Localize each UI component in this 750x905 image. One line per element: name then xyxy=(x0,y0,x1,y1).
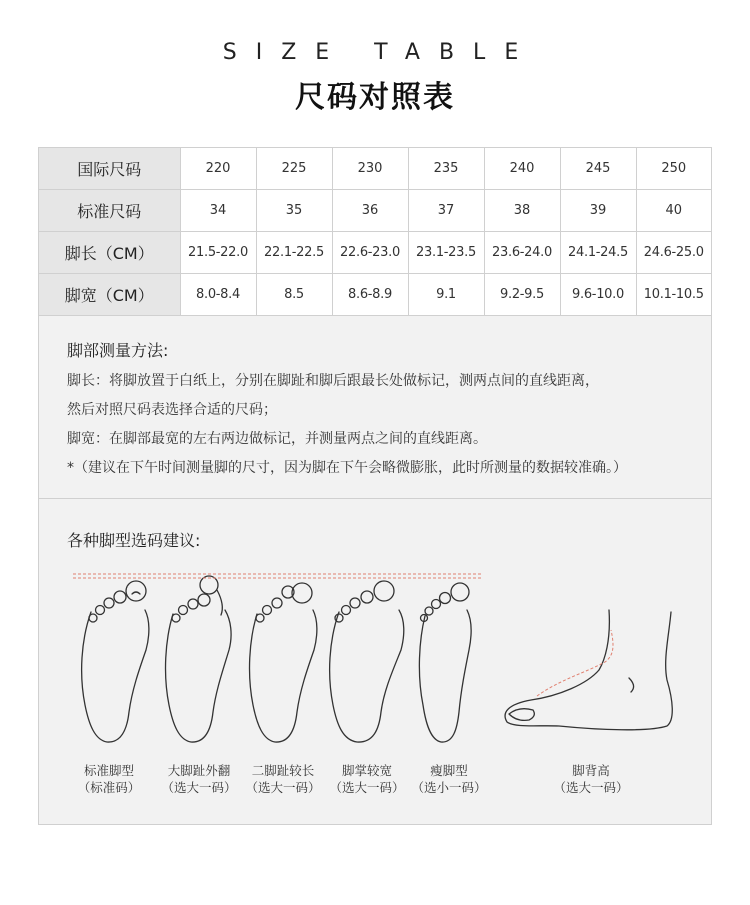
measure-line-note: *（建议在下午时间测量脚的尺寸，因为脚在下午会略微膨胀，此时所测量的数据较准确。） xyxy=(67,460,627,476)
table-cell: 34 xyxy=(180,190,256,232)
table-cell: 22.6-23.0 xyxy=(332,232,408,274)
table-cell: 230 xyxy=(332,148,408,190)
table-cell: 245 xyxy=(560,148,636,190)
table-cell: 23.1-23.5 xyxy=(408,232,484,274)
table-cell: 220 xyxy=(180,148,256,190)
table-row-standard-size xyxy=(39,190,711,232)
size-panel xyxy=(38,147,712,825)
slim-foot-icon xyxy=(419,583,471,742)
instep-guide-line xyxy=(537,630,613,696)
table-cell: 35 xyxy=(256,190,332,232)
table-cell: 8.6-8.9 xyxy=(332,274,408,316)
table-cell: 9.6-10.0 xyxy=(560,274,636,316)
table-cell: 235 xyxy=(408,148,484,190)
measure-line-length: 脚长：将脚放置于白纸上，分别在脚趾和脚后跟最长处做标记，测两点间的直线距离， xyxy=(67,373,599,389)
table-row-foot-width xyxy=(39,274,711,316)
table-cell: 250 xyxy=(636,148,711,190)
table-cell: 39 xyxy=(560,190,636,232)
table-cell: 24.1-24.5 xyxy=(560,232,636,274)
table-cell: 24.6-25.0 xyxy=(636,232,711,274)
foot-type-bunion: 大脚趾外翻 （选大一码） xyxy=(161,763,237,795)
title-english: SIZE TABLE xyxy=(222,40,538,65)
bunion-foot-icon xyxy=(166,576,232,742)
table-cell: 40 xyxy=(636,190,711,232)
row-label: 标准尺码 xyxy=(39,190,180,232)
title-chinese: 尺码对照表 xyxy=(295,80,455,115)
standard-foot-icon xyxy=(82,581,149,742)
measure-line-width: 脚宽：在脚部最宽的左右两边做标记，并测量两点之间的直线距离。 xyxy=(67,431,487,447)
wide-foot-icon xyxy=(330,581,404,742)
table-cell: 9.2-9.5 xyxy=(484,274,560,316)
table-cell: 36 xyxy=(332,190,408,232)
foot-type-standard: 标准脚型 （标准码） xyxy=(77,763,141,795)
long-second-toe-foot-icon xyxy=(250,583,317,742)
table-cell: 8.5 xyxy=(256,274,332,316)
table-cell: 23.6-24.0 xyxy=(484,232,560,274)
table-cell: 8.0-8.4 xyxy=(180,274,256,316)
row-label: 国际尺码 xyxy=(39,148,180,190)
table-cell: 37 xyxy=(408,190,484,232)
size-table xyxy=(39,148,711,316)
measurement-instructions xyxy=(39,316,711,499)
foot-type-slim: 瘦脚型 （选小一码） xyxy=(411,763,487,795)
table-cell: 9.1 xyxy=(408,274,484,316)
table-cell: 10.1-10.5 xyxy=(636,274,711,316)
foot-type-wide: 脚掌较宽 （选大一码） xyxy=(329,763,405,795)
table-row-foot-length xyxy=(39,232,711,274)
row-label: 脚宽（CM） xyxy=(39,274,180,316)
table-cell: 21.5-22.0 xyxy=(180,232,256,274)
table-cell: 225 xyxy=(256,148,332,190)
foot-type-high-instep: 脚背高 （选大一码） xyxy=(553,763,629,795)
table-row-international-size xyxy=(39,148,711,190)
foot-type-advice xyxy=(39,500,711,824)
table-cell: 38 xyxy=(484,190,560,232)
measure-title: 脚部测量方法: xyxy=(67,341,169,360)
table-cell: 240 xyxy=(484,148,560,190)
measure-line-length-cont: 然后对照尺码表选择合适的尺码； xyxy=(67,402,277,418)
row-label: 脚长（CM） xyxy=(39,232,180,274)
advice-title: 各种脚型选码建议: xyxy=(67,531,201,550)
foot-type-long-second-toe: 二脚趾较长 （选大一码） xyxy=(245,763,321,795)
table-cell: 22.1-22.5 xyxy=(256,232,332,274)
